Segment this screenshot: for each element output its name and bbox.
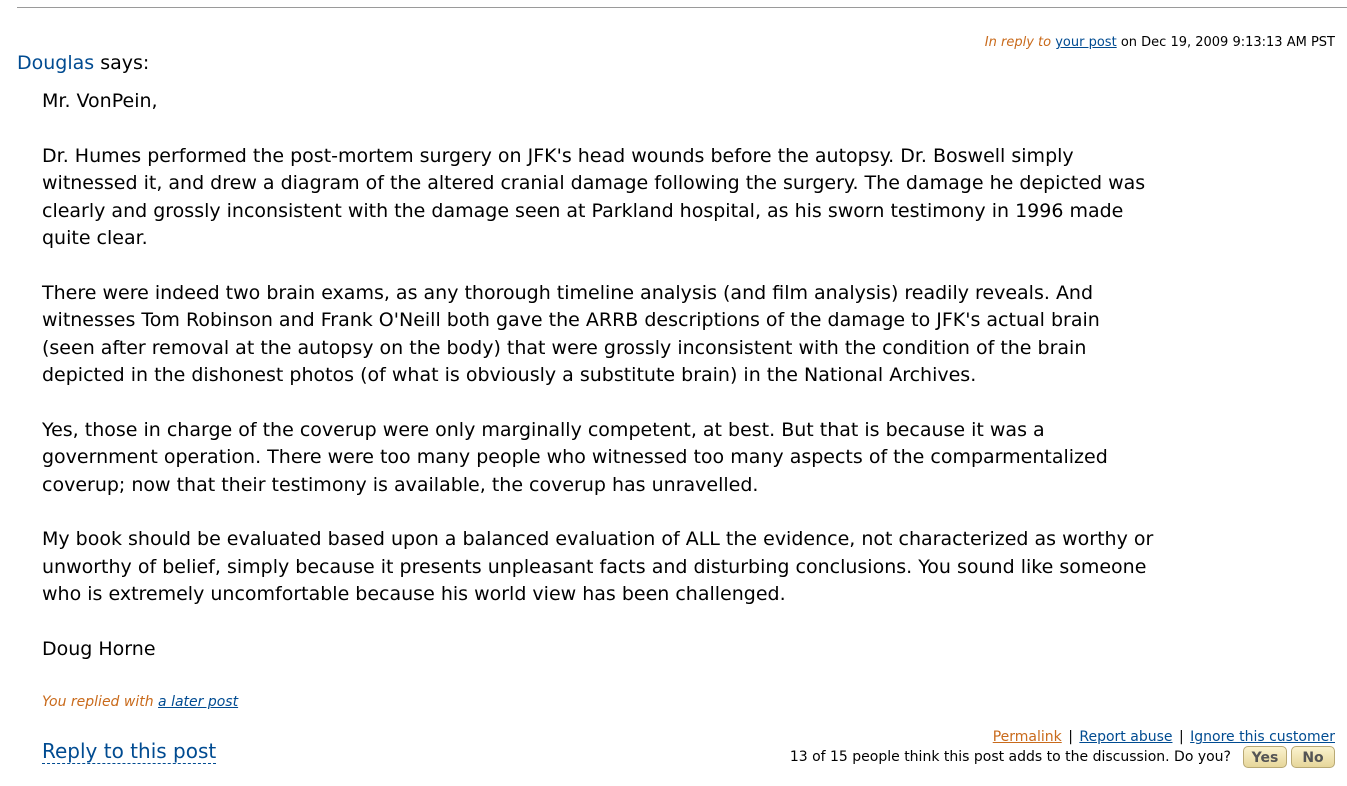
ignore-customer-link[interactable]: Ignore this customer — [1190, 729, 1335, 745]
later-reply-prefix: You replied with — [42, 694, 154, 710]
post-paragraph: There were indeed two brain exams, as any thorough timeline analysis (and film analysis) readily reveals. And witnesses Tom Robinson and Frank O'Neill both gave the ARRB descriptions of the damage to JFK's actual brain (seen after removal at the autopsy on the body) that were grossly inconsistent with the condition of the brain depicted in the dishonest photos (of what is obviously a substitute brain) in the National Archives. — [42, 281, 1100, 386]
vote-no-button[interactable]: No — [1291, 746, 1335, 768]
report-abuse-link[interactable]: Report abuse — [1079, 729, 1173, 745]
post-body — [42, 88, 1157, 690]
reply-date: on Dec 19, 2009 9:13:13 AM PST — [1120, 35, 1335, 50]
author-name-link[interactable]: Douglas — [17, 52, 95, 74]
separator: | — [1178, 729, 1184, 745]
in-reply-to-label: In reply to — [984, 35, 1052, 50]
post-signature: Doug Horne — [42, 637, 156, 660]
later-post-link[interactable]: a later post — [158, 694, 239, 710]
permalink-link[interactable]: Permalink — [992, 729, 1062, 745]
post-action-links — [993, 729, 1335, 745]
helpfulness-vote — [790, 746, 1335, 768]
post-paragraph: Yes, those in charge of the coverup were only marginally competent, at best. But that is because it was a government operation. There were too many people who witnessed too many aspects of the comparmentalized coverup; now that their testimony is available, the coverup has unravelled. — [42, 418, 1108, 496]
post-paragraph: Dr. Humes performed the post-mortem surgery on JFK's head wounds before the autopsy. Dr. Boswell simply witnessed it, and drew a diagram of the altered cranial damage following the surgery. The damage he depicted was clearly and grossly inconsistent with the damage seen at Parkland hospital, as his sworn testimony in 1996 made quite clear. — [42, 144, 1146, 249]
vote-yes-button[interactable]: Yes — [1243, 746, 1287, 768]
your-post-link[interactable]: your post — [1055, 35, 1117, 50]
reply-to-post-link[interactable]: Reply to this post — [42, 739, 217, 763]
says-label: says: — [100, 52, 150, 74]
author-line — [17, 52, 149, 74]
post-paragraph: My book should be evaluated based upon a balanced evaluation of ALL the evidence, not characterized as worthy or unworthy of belief, simply because it presents unpleasant facts and disturbing conclusions. You sound like someone who is extremely uncomfortable because his world view has been challenged. — [42, 528, 1154, 605]
reply-meta — [985, 35, 1335, 50]
post-paragraph-greeting: Mr. VonPein, — [42, 90, 158, 112]
separator: | — [1068, 729, 1073, 745]
vote-question: 13 of 15 people think this post adds to the discussion. Do you? — [789, 749, 1231, 765]
top-divider — [17, 7, 1347, 8]
later-reply-notice — [42, 694, 238, 710]
